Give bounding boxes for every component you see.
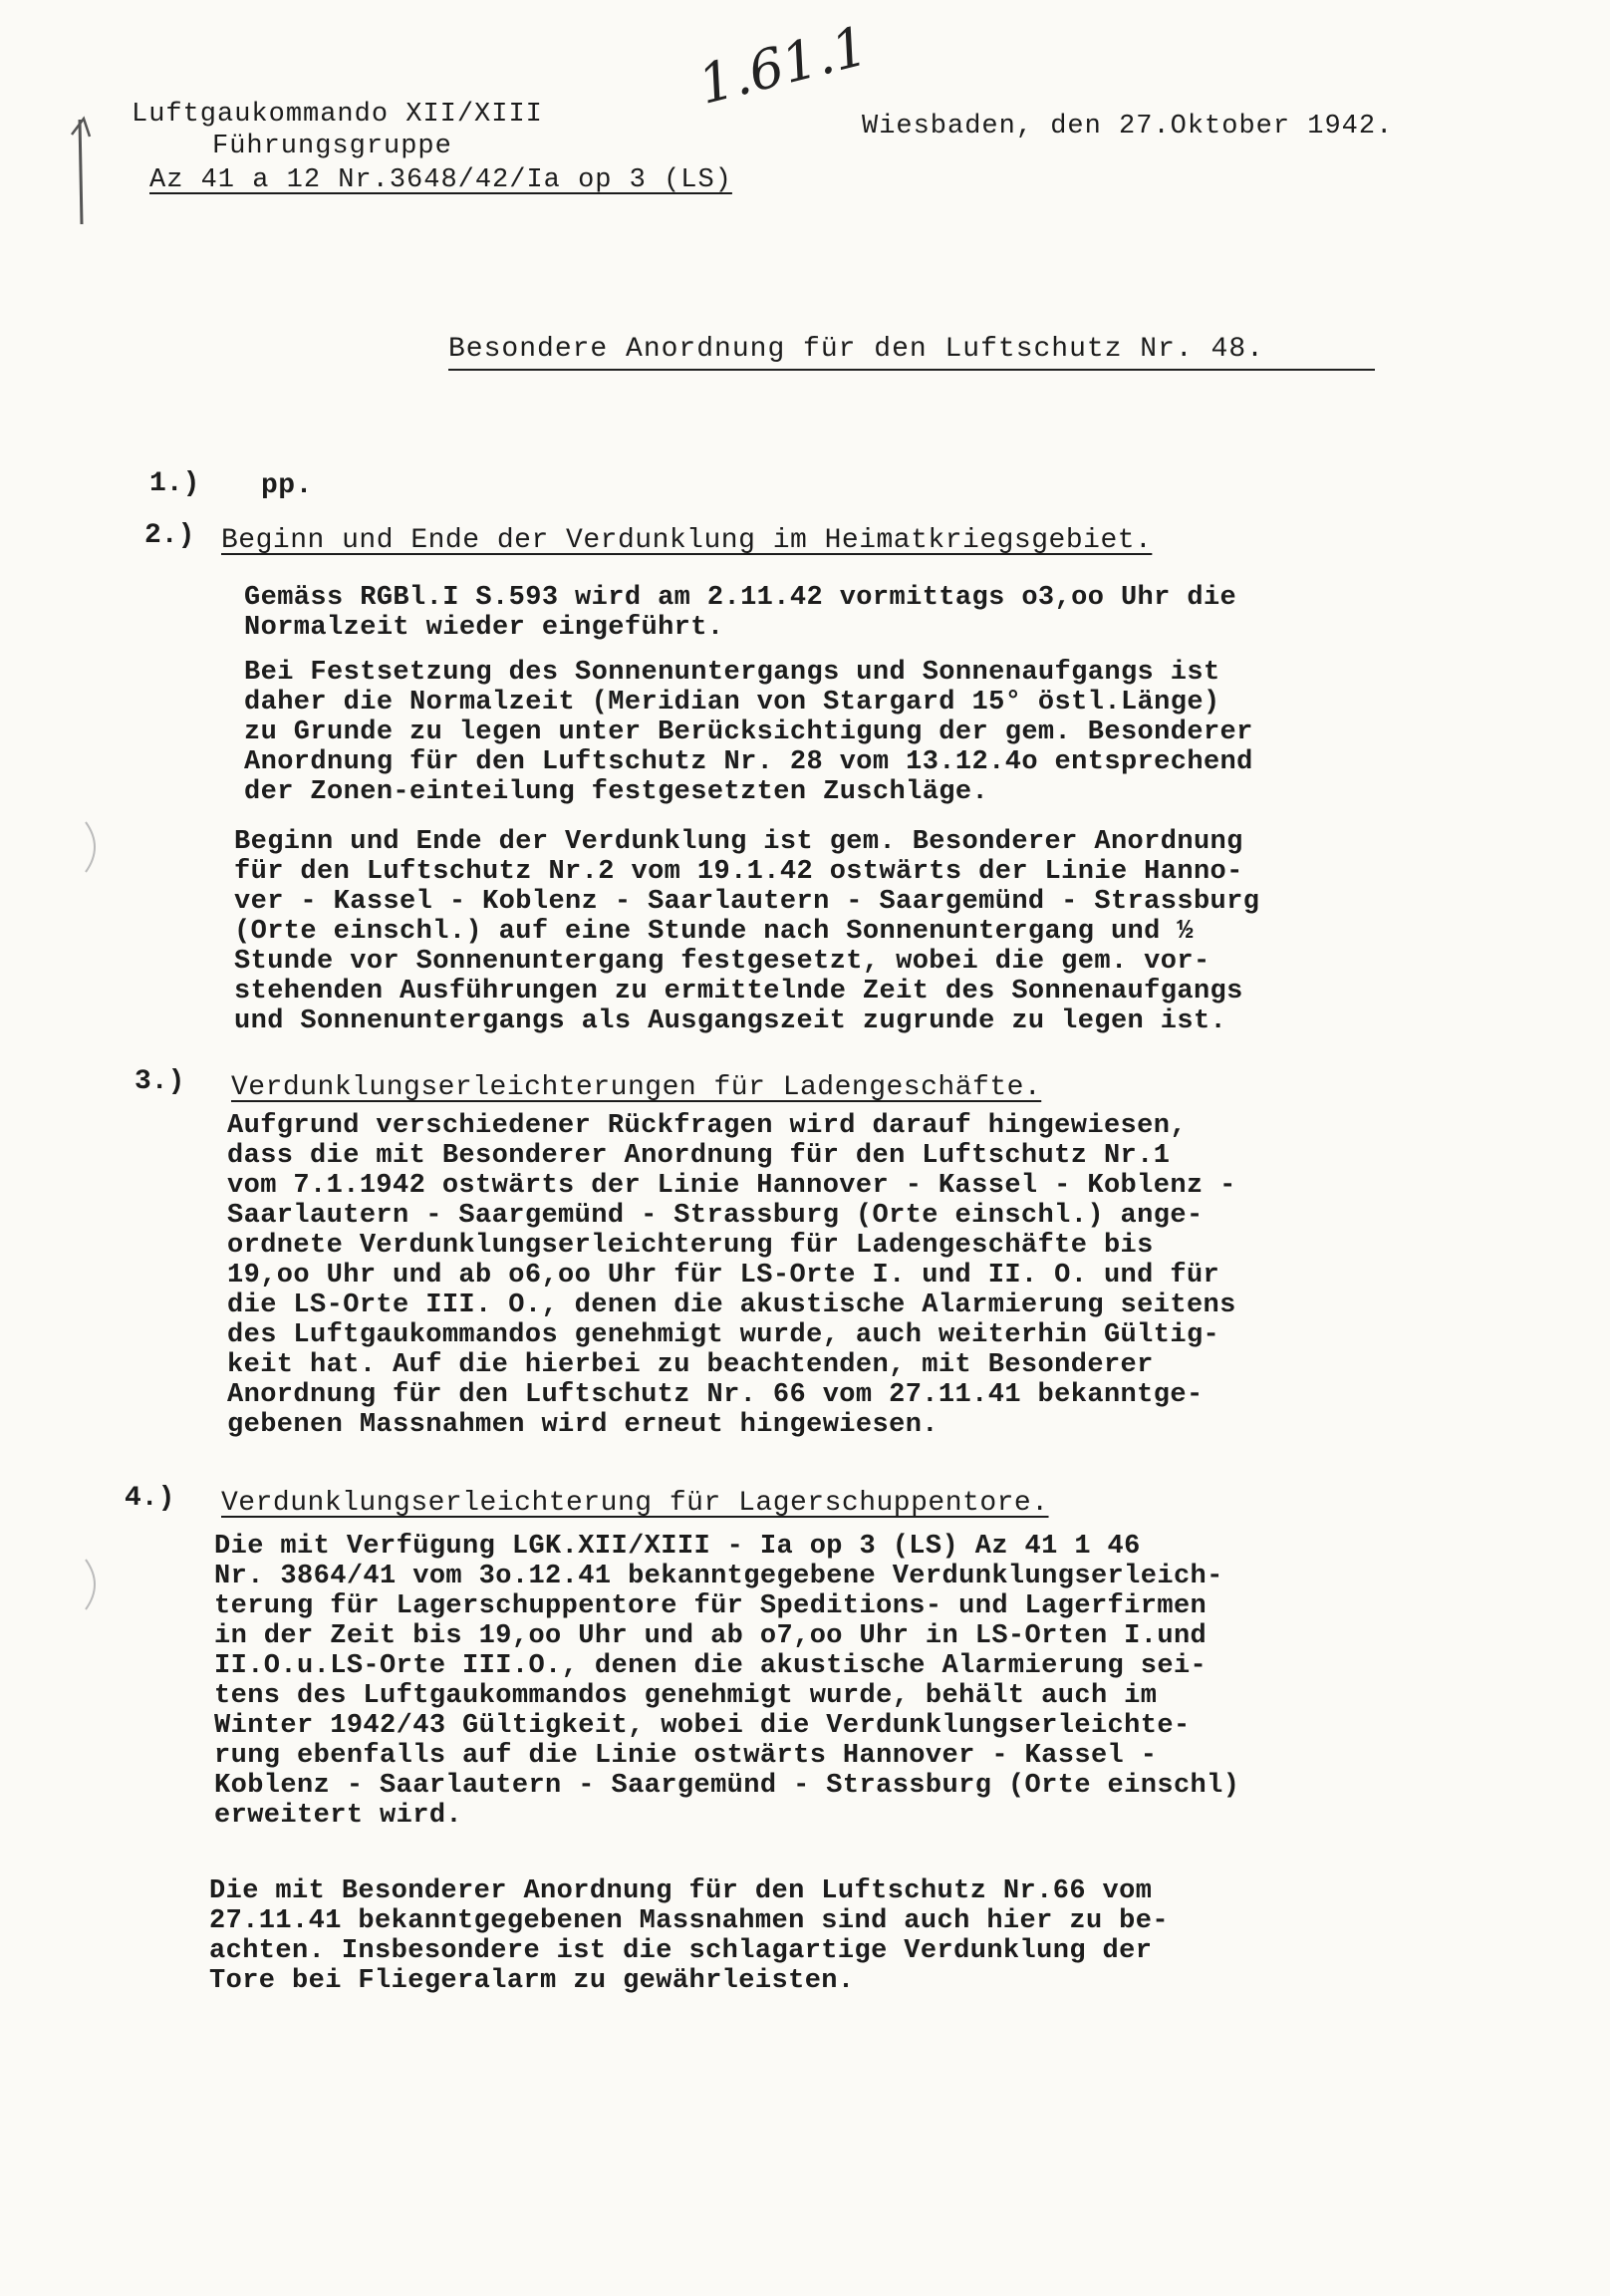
office-department: Führungsgruppe [212, 132, 452, 161]
reference-number: Az 41 a 12 Nr.3648/42/Ia op 3 (LS) [149, 165, 732, 195]
section-heading: Verdunklungserleichterungen für Ladengeschäfte. [231, 1072, 1042, 1103]
section-number: 1.) [149, 468, 200, 499]
section-number: 3.) [134, 1066, 185, 1097]
section-heading: Verdunklungserleichterung für Lagerschuppentore. [221, 1488, 1049, 1519]
margin-pencil-mark [60, 115, 100, 234]
section-number: 4.) [125, 1483, 175, 1514]
section-number: 2.) [144, 520, 195, 551]
section-heading: pp. [261, 470, 313, 501]
paragraph: Bei Festsetzung des Sonnenuntergangs und Sonnenaufgangs ist daher die Normalzeit (Meridian von Stargard 15° östl.Länge) zu Grunde zu legen unter Berücksichtigung der gem. Besonderer Anordnung für den Luftschutz Nr. 28 vom 13.12.4o entsprechend der Zonen-einteilung festgesetzten Zuschläge. [244, 658, 1253, 807]
paragraph: Die mit Verfügung LGK.XII/XIII - Ia op 3 (LS) Az 41 1 46 Nr. 3864/41 vom 3o.12.41 bekanntgegebene Verdunklungserleich- terung für Lagerschuppentore für Speditions- und Lagerfirmen in der Zeit bis 19,oo Uhr und ab o7,oo Uhr in LS-Orten I.und II.O.u.LS-Orte III.O., denen die akustische Alarmierung sei- tens des Luftgaukommandos genehmigt wurde, behält auch im Winter 1942/43 Gültigkeit, wobei die Verdunklungserleichte- rung ebenfalls auf die Linie ostwärts Hannover - Kassel - Koblenz - Saarlautern - Saargemünd - Strassburg (Orte einschl) erweitert wird. [214, 1532, 1240, 1831]
paragraph: Die mit Besonderer Anordnung für den Luftschutz Nr.66 vom 27.11.41 bekanntgegebenen Massnahmen sind auch hier zu be- achten. Insbesondere ist die schlagartige Verdunklung der Tore bei Fliegeralarm zu gewährleisten. [209, 1876, 1169, 1996]
document-title: Besondere Anordnung für den Luftschutz Nr. 48. [448, 334, 1375, 371]
paragraph: Aufgrund verschiedener Rückfragen wird darauf hingewiesen, dass die mit Besonderer Anordnung für den Luftschutz Nr.1 vom 7.1.1942 ostwärts der Linie Hannover - Kassel - Koblenz - Saarlautern - Saargemünd - Strassburg (Orte einschl.) ange- ordnete Verdunklungserleichterung für Ladengeschäfte bis 19,oo Uhr und ab o6,oo Uhr für LS-Orte I. und II. O. und für die LS-Orte III. O., denen die akustische Alarmierung seitens des Luftgaukommandos genehmigt wurde, auch weiterhin Gültig- keit hat. Auf die hierbei zu beachtenden, mit Besonderer Anordnung für den Luftschutz Nr. 66 vom 27.11.41 bekanntge- gebenen Massnahmen wird erneut hingewiesen. [227, 1111, 1236, 1440]
section-heading: Beginn und Ende der Verdunklung im Heimatkriegsgebiet. [221, 525, 1153, 556]
paragraph: Gemäss RGBl.I S.593 wird am 2.11.42 vormittags o3,oo Uhr die Normalzeit wieder eingeführt. [244, 583, 1237, 643]
handwritten-note: 1.61.1 [691, 14, 874, 117]
office-name: Luftgaukommando XII/XIII [132, 100, 543, 130]
paragraph: Beginn und Ende der Verdunklung ist gem. Besonderer Anordnung für den Luftschutz Nr.2 vom 19.1.42 ostwärts der Linie Hanno- ver - Kassel - Koblenz - Saarlautern - Saargemünd - Strassburg (Orte einschl.) auf eine Stunde nach Sonnenuntergang und ½ Stunde vor Sonnenuntergang festgesetzt, wobei die gem. vor- stehenden Ausführungen zu ermittelnde Zeit des Sonnenaufgangs und Sonnenuntergangs als Ausgangszeit zugrunde zu legen ist. [234, 827, 1260, 1036]
punch-hole-mark [80, 817, 110, 877]
punch-hole-mark-2 [80, 1555, 110, 1614]
place-and-date: Wiesbaden, den 27.Oktober 1942. [862, 112, 1394, 142]
